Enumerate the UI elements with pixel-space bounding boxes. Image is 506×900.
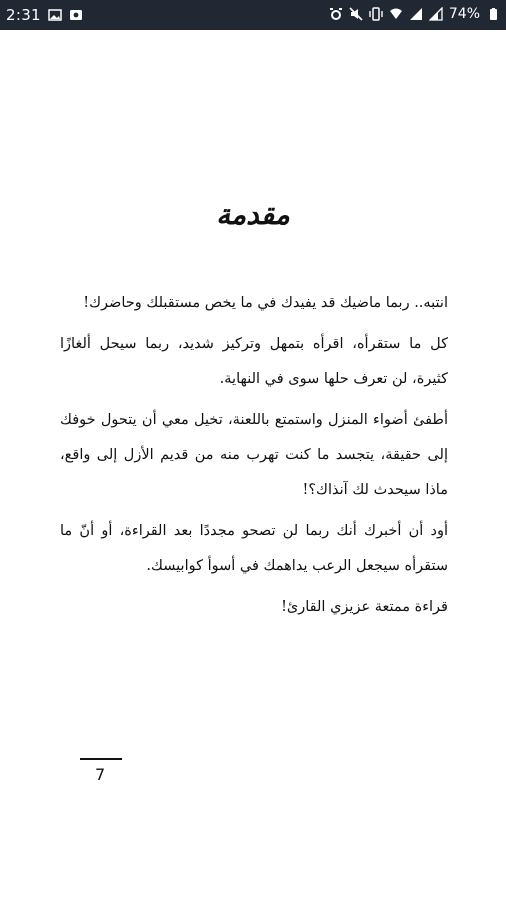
paragraph: أود أن أخبرك أنك ربما لن تصحو مجددًا بعد القراءة، أو أنّ ما ستقرأه سيجعل الرعب يداهمك في أسوأ كوابيسك. (60, 523, 448, 574)
signal-icon (409, 7, 423, 21)
chapter-title: مقدمة (216, 198, 290, 231)
image-icon (48, 8, 62, 22)
paragraph: كل ما ستقرأه، اقرأه بتمهل وتركيز شديد، ربما سيحل ألغازًا كثيرة، لن تعرف حلها سوى في النهاية. (60, 336, 448, 387)
page-number: 7 (95, 765, 106, 784)
paragraph: قراءة ممتعة عزيزي القارئ! (281, 599, 448, 615)
video-icon (69, 8, 83, 22)
page-number-rule (80, 758, 122, 760)
signal-icon (429, 7, 443, 21)
battery-percent: 74% (448, 6, 480, 22)
status-bar-right (329, 6, 500, 22)
book-page (0, 30, 506, 900)
status-time: 2:31 (6, 6, 41, 24)
chapter-body (60, 286, 448, 631)
paragraph: أطفئ أضواء المنزل واستمتع باللعنة، تخيل معي أن يتحول خوفك إلى حقيقة، يتجسد ما كنت تهرب منه من قديم الأزل إلى واقع، ماذا سيحدث لك آنذاك؟! (60, 412, 448, 498)
mute-icon (349, 7, 363, 21)
status-bar (0, 0, 506, 30)
status-bar-left (6, 6, 83, 24)
wifi-icon (389, 7, 403, 21)
paragraph: انتبه.. ربما ماضيك قد يفيدك في ما يخص مستقبلك وحاضرك! (83, 295, 448, 311)
alarm-icon (329, 7, 343, 21)
vibrate-icon (369, 7, 383, 21)
battery-icon (486, 7, 500, 21)
